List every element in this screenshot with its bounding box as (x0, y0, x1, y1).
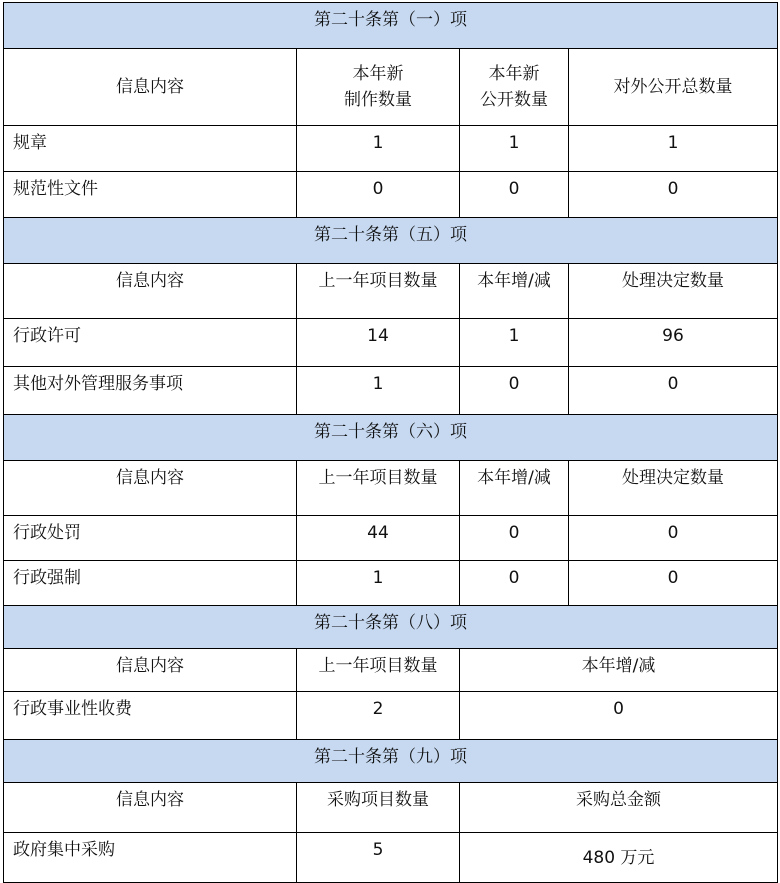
column-header: 采购总金额 (460, 783, 778, 833)
section-title: 第二十条第（九）项 (4, 740, 778, 783)
row-label: 行政处罚 (4, 516, 297, 561)
cell-value: 1 (297, 126, 460, 172)
column-header: 信息内容 (4, 783, 297, 833)
row-label: 行政事业性收费 (4, 692, 297, 740)
section-header-row (4, 3, 778, 49)
column-header: 本年增/减 (460, 461, 569, 516)
cell-value: 5 (297, 833, 460, 883)
cell-value: 0 (460, 367, 569, 415)
cell-value: 0 (569, 516, 778, 561)
row-label: 行政强制 (4, 561, 297, 606)
column-header: 处理决定数量 (569, 461, 778, 516)
column-header: 信息内容 (4, 649, 297, 692)
column-header-row (4, 49, 778, 126)
cell-value: 14 (297, 319, 460, 367)
section-header-row (4, 606, 778, 649)
column-header-line: 本年新 (352, 64, 404, 84)
cell-value: 1 (460, 319, 569, 367)
column-header-line: 公开数量 (480, 90, 548, 110)
column-header-row (4, 649, 778, 692)
table-row (4, 367, 778, 415)
cell-value: 1 (569, 126, 778, 172)
row-label: 行政许可 (4, 319, 297, 367)
column-header-line: 制作数量 (344, 90, 412, 110)
column-header: 上一年项目数量 (297, 649, 460, 692)
column-header-line: 本年新 (488, 64, 540, 84)
table-row (4, 319, 778, 367)
section-header-row (4, 740, 778, 783)
column-header: 处理决定数量 (569, 264, 778, 319)
cell-value: 1 (460, 126, 569, 172)
section-title: 第二十条第（六）项 (4, 415, 778, 461)
row-label: 规章 (4, 126, 297, 172)
cell-value: 44 (297, 516, 460, 561)
cell-value: 480 万元 (460, 833, 778, 883)
table-row (4, 561, 778, 606)
section-header-row (4, 415, 778, 461)
column-header-row (4, 461, 778, 516)
section-title: 第二十条第（五）项 (4, 218, 778, 264)
cell-value: 0 (569, 367, 778, 415)
column-header: 信息内容 (4, 264, 297, 319)
column-header: 上一年项目数量 (297, 461, 460, 516)
cell-value: 0 (460, 172, 569, 218)
table-row (4, 126, 778, 172)
row-label: 其他对外管理服务事项 (4, 367, 297, 415)
row-label: 规范性文件 (4, 172, 297, 218)
column-header: 对外公开总数量 (569, 49, 778, 126)
column-header: 采购项目数量 (297, 783, 460, 833)
column-header-row (4, 264, 778, 319)
column-header: 上一年项目数量 (297, 264, 460, 319)
table-row (4, 516, 778, 561)
cell-value: 0 (460, 516, 569, 561)
column-header: 信息内容 (4, 49, 297, 126)
cell-value: 0 (569, 172, 778, 218)
cell-value: 0 (460, 561, 569, 606)
column-header: 信息内容 (4, 461, 297, 516)
cell-value: 1 (297, 561, 460, 606)
table-row (4, 833, 778, 883)
column-header (297, 49, 460, 126)
cell-value: 0 (460, 692, 778, 740)
table-row (4, 172, 778, 218)
cell-value: 0 (569, 561, 778, 606)
cell-value: 1 (297, 367, 460, 415)
section-header-row (4, 218, 778, 264)
row-label: 政府集中采购 (4, 833, 297, 883)
cell-value: 2 (297, 692, 460, 740)
column-header: 本年增/减 (460, 649, 778, 692)
section-title: 第二十条第（八）项 (4, 606, 778, 649)
section-title: 第二十条第（一）项 (4, 3, 778, 49)
table-row (4, 692, 778, 740)
column-header (460, 49, 569, 126)
disclosure-table (3, 2, 778, 883)
column-header: 本年增/减 (460, 264, 569, 319)
cell-value: 96 (569, 319, 778, 367)
column-header-row (4, 783, 778, 833)
cell-value: 0 (297, 172, 460, 218)
